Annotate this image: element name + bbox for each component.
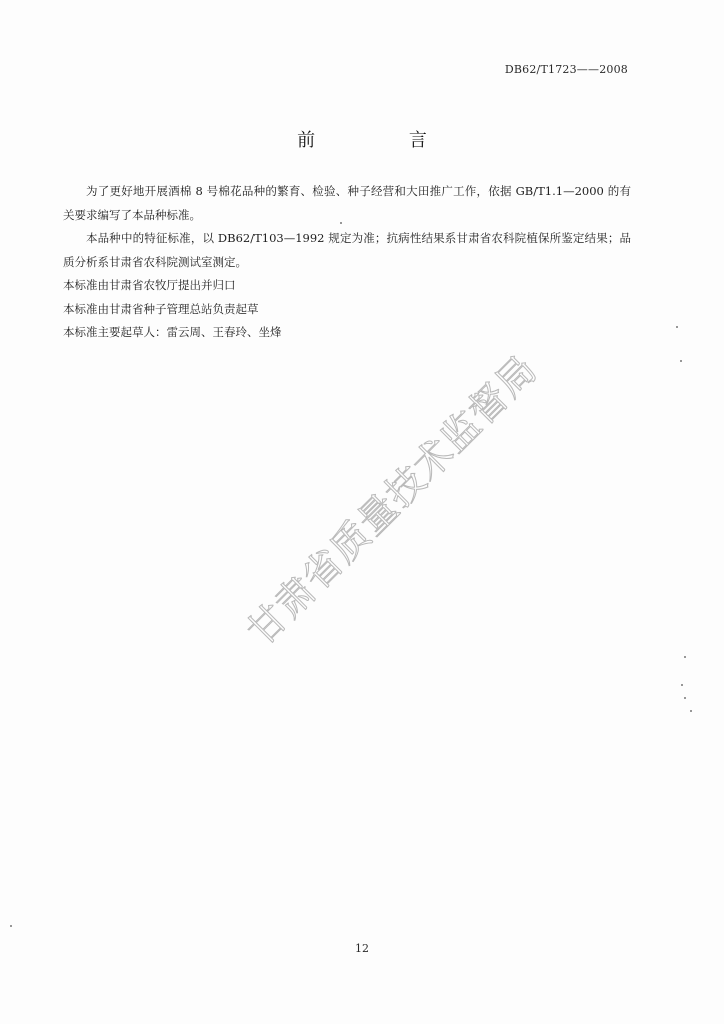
foreword-body: [63, 180, 631, 345]
scan-speck: [684, 656, 686, 658]
page-number: 12: [355, 942, 369, 955]
watermark-stamp: 甘肃省质量技术监督局: [238, 346, 546, 654]
scan-speck: [10, 925, 12, 927]
scan-speck: [680, 360, 682, 362]
scan-speck: [690, 710, 692, 712]
line-drafters: 本标准主要起草人：雷云周、王春玲、坐烽: [63, 325, 282, 339]
line-drafter-org: 本标准由甘肃省种子管理总站负责起草: [63, 301, 259, 316]
scan-speck: [676, 326, 678, 328]
scan-speck: [340, 222, 342, 224]
paragraph-purpose: 为了更好地开展酒棉 8 号棉花品种的繁育、检验、种子经营和大田推广工作，依据 GB/T1.1—2000 的有关要求编写了本品种标准。: [63, 184, 631, 222]
paragraph-characteristics: 本品种中的特征标准，以 DB62/T103—1992 规定为准；抗病性结果系甘肃省农科院植保所鉴定结果；品质分析系甘肃省农科院测试室测定。: [63, 231, 631, 269]
standard-code: DB62/T1723——2008: [504, 63, 628, 76]
scan-speck: [681, 684, 683, 686]
line-proposer: 本标准由甘肃省农牧厅提出并归口: [63, 278, 236, 292]
section-title: 前 言: [297, 130, 471, 151]
scan-speck: [684, 697, 686, 699]
